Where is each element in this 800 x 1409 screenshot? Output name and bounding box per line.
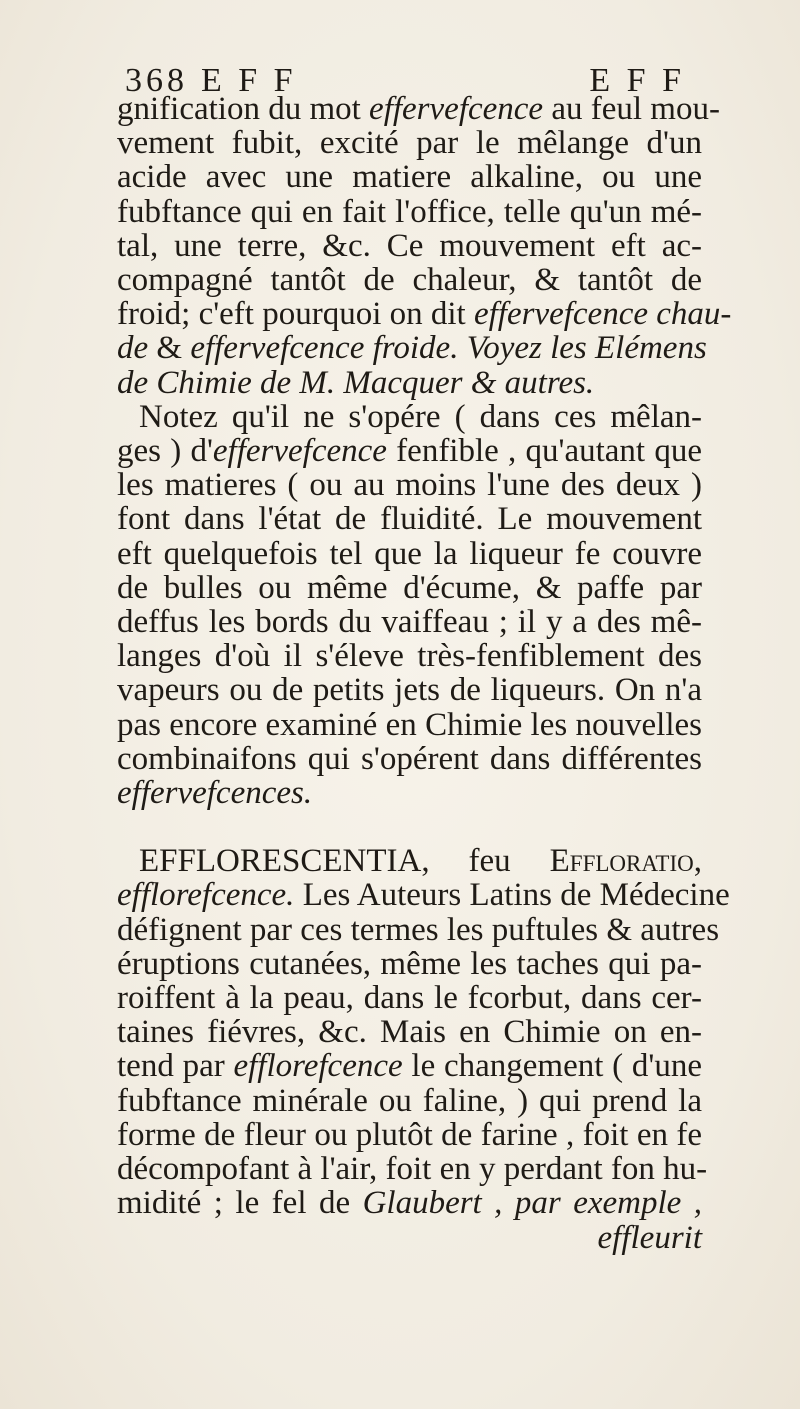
text-line: tal, une terre, &c. Ce mouvement eft ac- — [117, 227, 702, 264]
text-line: vapeurs ou de petits jets de liqueurs. On n'a — [117, 672, 702, 709]
text-line: ges ) d'effervefcence fenfible , qu'autant que — [117, 433, 702, 470]
text-line: effervefcences. — [117, 775, 313, 812]
text-line: font dans l'état de fluidité. Le mouvement — [117, 501, 702, 538]
text-line: Notez qu'il ne s'opére ( dans ces mêlan- — [139, 398, 702, 435]
text-line: gnification du mot effervefcence au feul mou- — [117, 91, 720, 127]
text-line: midité ; le fel de Glaubert , par exemple , — [117, 1185, 702, 1222]
text-line: vement fubit, excité par le mêlange d'un — [117, 125, 702, 162]
text-line: efflorefcence. Les Auteurs Latins de Médecine — [117, 877, 730, 914]
text-line: froid; c'eft pourquoi on dit effervefcence chau- — [117, 296, 732, 333]
entry-headword-line: EFFLORESCENTIA, feu Effloratio, — [139, 843, 702, 880]
text-line: décompofant à l'air, foit en y perdant fon hu- — [117, 1151, 708, 1188]
text-line: roiffent à la peau, dans le fcorbut, dans cer- — [117, 980, 702, 1017]
text-line: acide avec une matiere alkaline, ou une — [117, 159, 702, 196]
right-running-head: E F F — [589, 62, 685, 99]
left-running-head: E F F — [201, 62, 297, 99]
text-line: forme de fleur ou plutôt de farine , foit en fe — [117, 1116, 702, 1153]
text-line: deffus les bords du vaiffeau ; il y a des mê- — [117, 604, 702, 641]
text-line: langes d'où il s'éleve très-fenfiblement des — [117, 638, 702, 675]
text-line: éruptions cutanées, même les taches qui pa- — [117, 945, 702, 982]
catchword: effleurit — [597, 1219, 702, 1256]
text-line: taines fiévres, &c. Mais en Chimie on en- — [117, 1014, 702, 1051]
text-line: défignent par ces termes les puftules & autres — [117, 911, 720, 948]
text-line: eft quelquefois tel que la liqueur fe couvre — [117, 535, 702, 572]
text-line: de & effervefcence froide. Voyez les Elémens — [117, 330, 707, 367]
text-line: tend par efflorefcence le changement ( d'une — [117, 1048, 702, 1085]
text-line: compagné tantôt de chaleur, & tantôt de — [117, 262, 702, 299]
body-text — [117, 91, 732, 1256]
text-line: de Chimie de M. Macquer & autres. — [117, 364, 595, 401]
text-line: pas encore examiné en Chimie les nouvelles — [117, 706, 702, 743]
text-line: les matieres ( ou au moins l'une des deux ) — [117, 467, 702, 504]
text-line: de bulles ou même d'écume, & paffe par — [117, 569, 702, 606]
text-line: fubftance minérale ou faline, ) qui prend la — [117, 1082, 702, 1119]
page-number: 368 — [125, 62, 188, 99]
text-line: fubftance qui en fait l'office, telle qu'un mé- — [117, 193, 702, 230]
text-line: combinaifons qui s'opérent dans différentes — [117, 740, 702, 777]
